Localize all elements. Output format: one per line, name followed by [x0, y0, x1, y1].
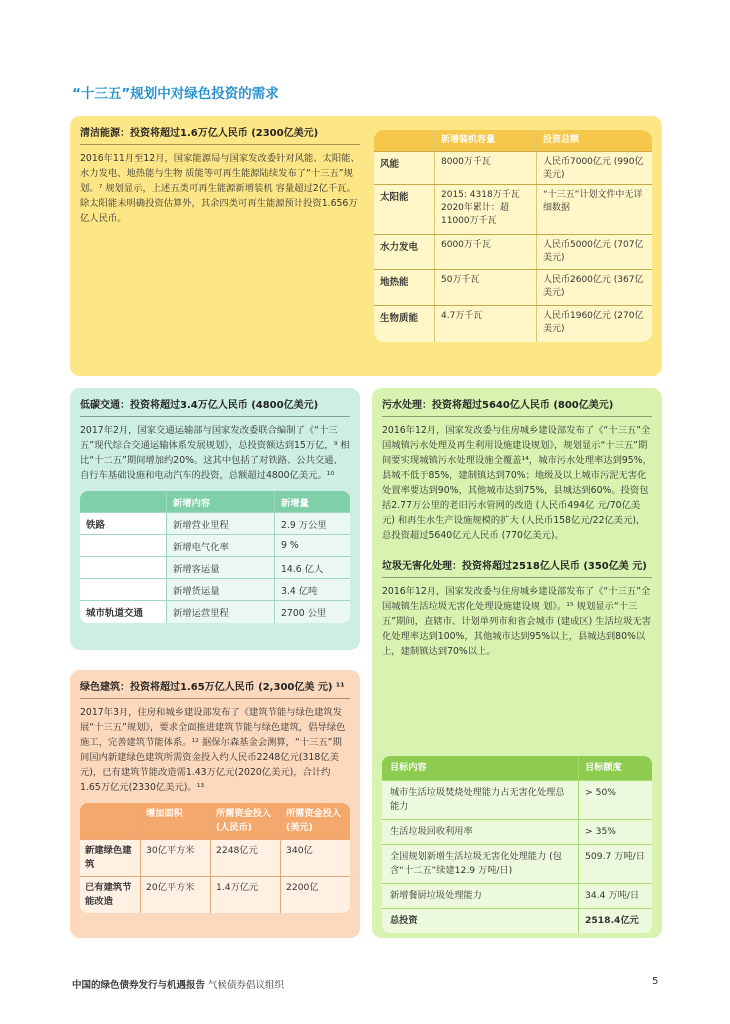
table-header-row: [382, 756, 652, 781]
table-row: [80, 579, 350, 601]
row-label: 生物质能: [380, 313, 419, 324]
table-row: [374, 235, 652, 270]
wastewater-title: 污水处理：投资将超过5640亿人民币 (800亿美元): [382, 396, 652, 417]
table-cell: 14.6 亿人: [274, 557, 350, 578]
table-cell: 2.9 万公里: [274, 513, 350, 534]
green-building-panel: [70, 670, 360, 938]
row-label: 城市轨道交通: [86, 608, 144, 619]
table-row: [80, 557, 350, 579]
waste-title: 垃圾无害化处理：投资将超过2518亿人民币 (350亿美 元): [382, 557, 652, 578]
transport-panel: [70, 388, 360, 650]
row-label: 风能: [380, 159, 400, 170]
header-cell: 所需资金投入 (人民币): [210, 803, 280, 839]
table-cell: 2700 公里: [274, 601, 350, 623]
table-cell: “十三五”计划文件中无详细数据: [536, 185, 652, 234]
table-row: [382, 884, 652, 909]
table-cell: 人民币7000亿元 (990亿美元): [536, 152, 652, 184]
header-cell: 新增内容: [166, 491, 274, 512]
table-cell: 340亿: [280, 840, 350, 876]
green-building-text: 2017年3月，住房和城乡建设部发布了《建筑节能与绿色建筑发展“十三五”规划》，要求全面推进建筑节能与绿色建筑，倡导绿色施工，完善建筑节能体系。¹² 据保尔森基金会测算，“十三五”期间国内新建绿色建筑所需资金投入约人民币2248亿元(318亿美元)，已有建筑节能改造需1.43万亿元(2020亿美元)，合计约1.65万亿元(2330亿美元)。¹³: [80, 707, 346, 793]
header-cell: 增加面积: [140, 803, 210, 839]
clean-energy-panel: [70, 116, 662, 376]
table-cell: 新增电气化率: [166, 535, 274, 556]
table-cell: 4.7万千瓦: [434, 306, 536, 342]
table-cell: 新增餐厨垃圾处理能力: [382, 884, 578, 908]
table-row: [80, 513, 350, 535]
header-cell: [374, 130, 434, 151]
footer-org: 气候债券倡议组织: [208, 980, 285, 991]
table-cell: 2015: 4318万千瓦 2020年累计：超 11000万千瓦: [434, 185, 536, 234]
wastewater-panel: [372, 388, 662, 938]
waste-target-table: [382, 756, 652, 933]
row-label: 铁路: [86, 519, 106, 531]
table-cell: 2518.4亿元: [578, 909, 652, 933]
row-label: 新建绿色建筑: [85, 845, 132, 870]
wastewater-text: 2016年12月，国家发改委与住房城乡建设部发布了《“十三五”全国城镇污水处理及再生利用设施建设规划》，规划显示“十三五”期间要实现城镇污水处理设施全覆盖¹⁴，城市污水处理率达到95%，县城不低于85%，建制镇达到70%；地级及以上城市污泥无害化处置率要达到90%，其他城市达到75%，县城达到60%。投资包括2.77万公里的老旧污水管网的改造 (人民币494亿 元/70亿美元) 和再生水生产设施规模的扩大 (人民币158亿元/22亿美元)，总投资超过5640亿元人民币 (770亿美元)。: [382, 425, 652, 541]
table-cell: 8000万千瓦: [434, 152, 536, 184]
table-cell: 1.4万亿元: [210, 877, 280, 913]
header-cell: 新增量: [274, 491, 350, 512]
table-row: [382, 820, 652, 845]
table-cell: 30亿平方米: [140, 840, 210, 876]
row-label: 太阳能: [380, 192, 409, 203]
header-cell: 目标内容: [382, 756, 578, 780]
row-label: 水力发电: [380, 242, 419, 253]
table-cell: 生活垃圾回收利用率: [382, 820, 578, 844]
table-row: [374, 185, 652, 235]
clean-energy-table: [374, 130, 652, 342]
footer-report-title: 中国的绿色债券发行与机遇报告: [72, 980, 206, 991]
table-header-row: [374, 130, 652, 152]
table-cell: 人民币2600亿元 (367亿美元): [536, 270, 652, 305]
clean-energy-title: 清洁能源：投资将超过1.6万亿人民币 (2300亿美元): [80, 124, 360, 145]
table-cell: 总投资: [382, 909, 578, 933]
table-row: [374, 152, 652, 185]
page-number: 5: [652, 976, 659, 987]
table-cell: 新增营业里程: [166, 513, 274, 534]
table-row: [80, 877, 350, 913]
table-cell: 2200亿: [280, 877, 350, 913]
table-cell: 人民币5000亿元 (707亿美元): [536, 235, 652, 269]
header-cell: 所需资金投入 (美元): [280, 803, 350, 839]
table-cell: 全国规划新增生活垃圾无害化处理能力 (包含“十二五”续建12.9 万吨/日): [382, 845, 578, 883]
transport-title: 低碳交通：投资将超过3.4万亿人民币 (4800亿美元): [80, 396, 350, 417]
table-cell: 509.7 万吨/日: [578, 845, 652, 883]
table-cell: 34.4 万吨/日: [578, 884, 652, 908]
page-footer: [72, 977, 284, 991]
table-header-row: [80, 491, 350, 513]
page-title: “十三五”规划中对绿色投资的需求: [72, 86, 279, 102]
table-cell: 6000万千瓦: [434, 235, 536, 269]
table-row: [80, 840, 350, 877]
table-row: [374, 306, 652, 342]
table-row: [80, 601, 350, 623]
waste-text: 2016年12月，国家发改委与住房城乡建设部发布了《“十三五”全国城镇生活垃圾无害化处理设施建设规 划》。¹⁵ 规划显示“十三五”期间，直辖市、计划单列市和省会城市 (建成区) 生活垃圾无害化处理率达到100%，其他城市达到95%以上，县城达到80%以上，建制镇达到70%以上。: [382, 586, 651, 657]
table-total-row: [382, 909, 652, 933]
table-cell: > 50%: [578, 781, 652, 819]
green-building-title: 绿色建筑：投资将超过1.65万亿人民币 (2,300亿美 元) ¹¹: [80, 678, 350, 699]
table-header-row: [80, 803, 350, 840]
table-cell: 9 %: [274, 535, 350, 556]
table-cell: 新增客运量: [166, 557, 274, 578]
table-cell: 城市生活垃圾焚烧处理能力占无害化处理总能力: [382, 781, 578, 819]
green-building-table: [80, 803, 350, 913]
row-label: 地热能: [380, 277, 409, 288]
table-cell: > 35%: [578, 820, 652, 844]
row-label: 已有建筑节能改造: [85, 882, 132, 907]
table-cell: 新增货运量: [166, 579, 274, 600]
table-cell: 新增运营里程: [166, 601, 274, 623]
table-cell: 50万千瓦: [434, 270, 536, 305]
table-row: [80, 535, 350, 557]
transport-text: 2017年2月，国家交通运输部与国家发改委联合编制了《“十三五”现代综合交通运输体系发展规划》，总投资额达到15万亿，⁹ 相比“十二五”期间增加约20%。这其中包括了对铁路、公共交通、自行车基础设施和电动汽车的投资，总额超过4800亿美元。¹⁰: [80, 425, 350, 481]
header-cell: 新增装机容量: [434, 130, 536, 151]
table-row: [382, 781, 652, 820]
transport-table: [80, 491, 350, 623]
table-cell: 2248亿元: [210, 840, 280, 876]
header-cell: 投资总额: [536, 130, 652, 151]
clean-energy-text: 2016年11月至12月，国家能源局与国家发改委针对风能、太阳能、水力发电、地热能与生物 质能等可再生能源陆续发布了“十三五”规划。⁷ 规划显示，上述五类可再生能源新增装机 容量超过2亿千瓦。除太阳能未明确投资估算外，其余四类可再生能源预计投资1.656万亿人民币。: [80, 153, 360, 224]
header-cell: 目标额度: [578, 756, 652, 780]
header-cell: [80, 803, 140, 839]
table-cell: 3.4 亿吨: [274, 579, 350, 600]
table-cell: 20亿平方米: [140, 877, 210, 913]
table-row: [382, 845, 652, 884]
table-row: [374, 270, 652, 306]
table-cell: 人民币1960亿元 (270亿美元): [536, 306, 652, 342]
